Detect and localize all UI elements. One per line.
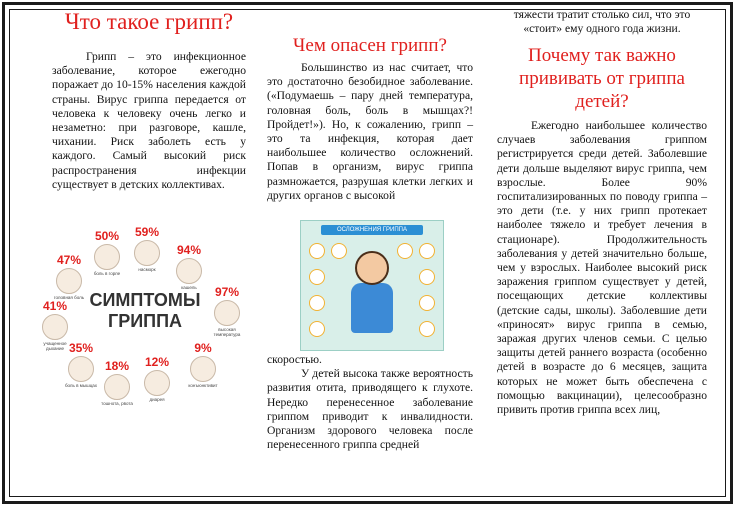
symptom-conjunctivitis [183,342,223,388]
continuation-text: скоростью. [267,353,322,366]
nausea-icon [104,374,130,400]
column-3-top-text [497,8,707,36]
top-continuation-text: тяжести тратит столько сил, что это «стоит» ему одного года жизни. [513,8,691,36]
symptom-percent: 41% [42,299,68,313]
symptom-label: головная боль [53,295,85,300]
symptom-percent: 50% [94,229,120,243]
column-what-is-flu [52,8,246,192]
symptom-percent: 9% [194,341,212,355]
symptom-label: конъюнктивит [188,383,218,388]
symptom-label: высокая температура [213,327,241,337]
symptom-high-fever [207,286,247,337]
thermometer-icon [214,300,240,326]
column-why-dangerous [267,34,473,203]
complication-icon [419,269,435,285]
lungs-icon [42,314,68,340]
child-head-illustration [355,251,389,285]
paragraph-why-dangerous-1: Большинство из нас считает, что это достаточно безобидное заболевание. («Подумаешь – пару дней температура, головная боль, боль в мышцах?! Пройдет!»). Но, к сожалению, грипп – это та инфекция, которая дает наибольшее количество осложнений. Попав в организм, вирус гриппа размножается, разрушая клетки легких и других органов с высокой [267,61,473,202]
nose-icon [134,240,160,266]
symptom-label: боль в горле [93,271,121,276]
paragraph-what-is-flu: Грипп – это инфекционное заболевание, которое ежегодно поражает до 10-15% населения каждой страны. Вирус гриппа передается от человека к человеку очень легко и незаметно: при разговоре, кашле, чихании. Риск заболеть есть у каждого. Самый высокий риск распространения инфекции существует в детских коллективах. [52,50,246,191]
paragraph-why-dangerous-2: У детей высока также вероятность развития отита, приводящего к глухоте. Нередко перенесенное заболевание гриппом приводит к инвалидности. Организм здорового человека после перенесенного гриппа средней [267,367,473,452]
symptom-percent: 94% [176,243,202,257]
symptom-label: диарея [149,397,165,402]
complication-icon [309,295,325,311]
symptom-percent: 18% [104,359,130,373]
symptom-cough [169,244,209,290]
complication-icon [419,243,435,259]
symptom-percent: 35% [68,341,94,355]
complication-icon [419,295,435,311]
symptom-diarrhea [137,356,177,402]
title-why-dangerous: Чем опасен грипп? [293,35,447,56]
throat-icon [94,244,120,270]
title-why-vaccinate: Почему так важно прививать от гриппа детей? [519,45,685,112]
symptom-percent: 47% [56,253,82,267]
title-what-is-flu: Что такое грипп? [64,9,234,34]
paragraph-why-vaccinate: Ежегодно наибольшее количество случаев заболевания гриппом регистрируется среди детей. Заболевшие дети дольше выделяют вирус гриппа, чем взрослые. Более 90% госпитализированных по поводу гриппа – это дети (т.е. у них грипп протекает наиболее тяжело и требует лечения в стационаре). Продолжительность заболевания у детей значительно больше, чем у взрослых. Наиболее высокий риск заражения гриппом существует у детей, посещающих детские коллективы (детские сады, школы). Заболевшие дети «приносят» вирус гриппа в семью, заражая других членов семьи. С целью защиты детей раннего возраста (особенно детей в возрасте до 6 месяцев, защита которых не может быть обеспечена с помощью вакцинации), целесообразно привить против гриппа всех лиц, [497,119,707,417]
symptoms-infographic [35,220,257,410]
cough-icon [176,258,202,284]
poster-banner: ОСЛОЖНЕНИЯ ГРИППА [321,225,423,235]
symptom-label: насморк [138,267,156,272]
symptom-sore-throat [87,230,127,276]
symptom-headache [49,254,89,300]
muscle-icon [68,356,94,382]
symptom-percent: 97% [214,285,240,299]
head-icon [56,268,82,294]
symptom-rapid-breathing [35,300,75,351]
stomach-icon [144,370,170,396]
infographic-title [65,290,225,332]
symptom-label: тошнота, рвота [101,401,133,406]
complication-icon [309,269,325,285]
complications-poster [300,220,444,351]
child-body-illustration [351,283,393,333]
column-why-dangerous-continued [267,353,473,452]
infographic-title-line1: СИМПТОМЫ [89,290,201,310]
symptom-percent: 12% [144,355,170,369]
symptom-label: учащенное дыхание [43,341,67,351]
column-why-vaccinate [497,44,707,417]
complication-icon [331,243,347,259]
symptom-runny-nose [127,226,167,272]
complication-icon [419,321,435,337]
symptom-label: боль в мышцах [64,383,98,388]
complication-icon [397,243,413,259]
symptom-label: кашель [181,285,197,290]
complication-icon [309,243,325,259]
symptom-percent: 59% [134,225,160,239]
symptom-nausea [97,360,137,406]
eye-icon [190,356,216,382]
complication-icon [309,321,325,337]
infographic-title-line2: ГРИППА [107,311,183,331]
